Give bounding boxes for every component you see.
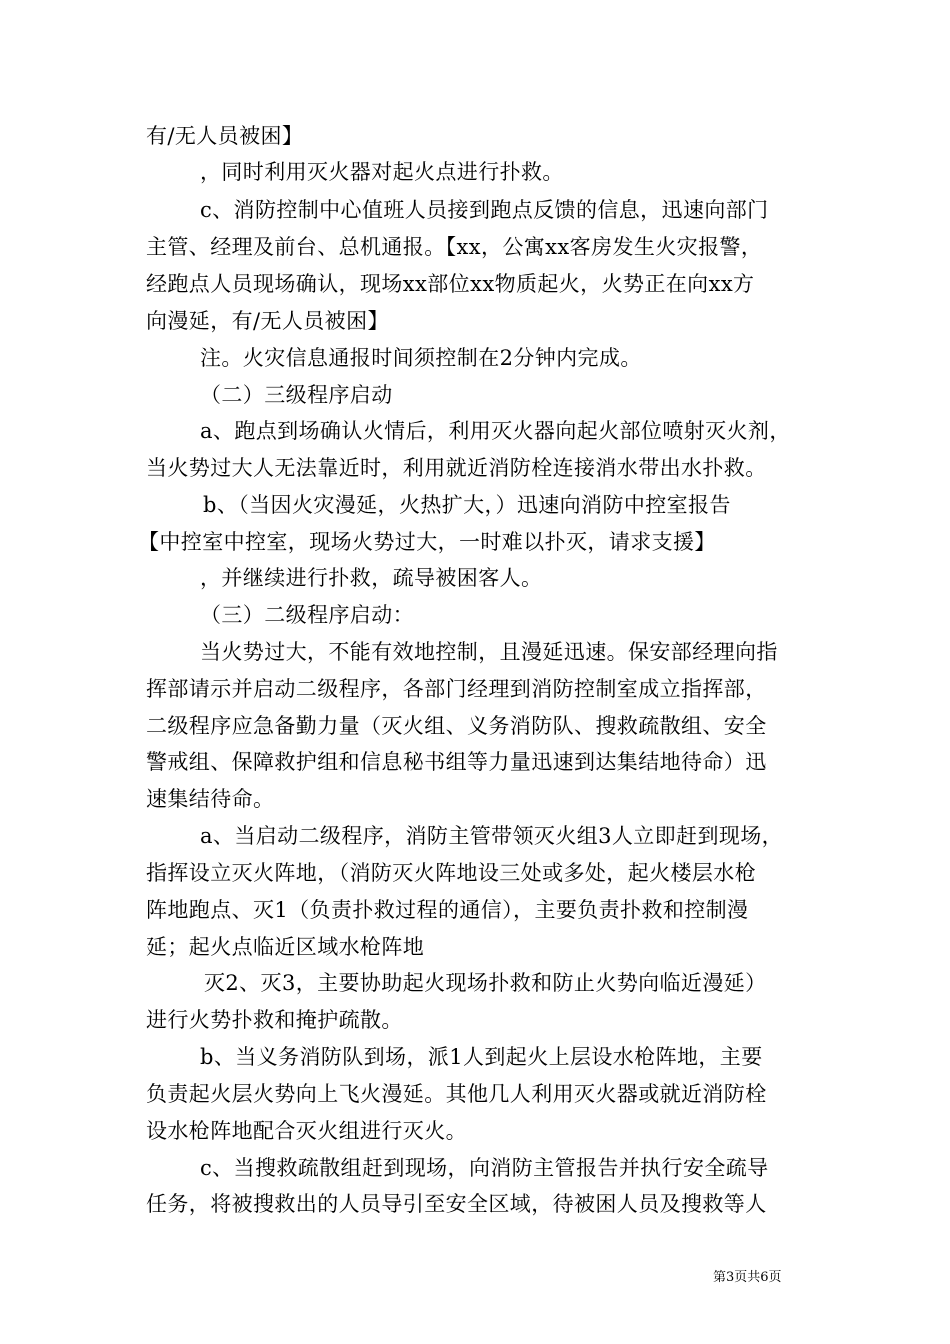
text-line: 挥部请示并启动二级程序，各部门经理到消防控制室成立指挥部， — [146, 677, 767, 701]
text-line: 二级程序应急备勤力量（灭火组、义务消防队、搜救疏散组、安全 — [146, 714, 767, 738]
text-line: 指挥设立灭火阵地，（消防灭火阵地设三处或多处，起火楼层水枪 — [146, 861, 757, 885]
text-line: 经跑点人员现场确认，现场xx部位xx物质起火，火势正在向xx方 — [146, 272, 755, 296]
text-line: 阵地跑点、灭1（负责扑救过程的通信），主要负责扑救和控制漫 — [146, 898, 749, 922]
text-line: 向漫延，有/无人员被困】 — [146, 309, 389, 333]
text-line: b、（当因火灾漫延，火热扩大，）迅速向消防中控室报告 — [203, 493, 731, 517]
text-line: b、当义务消防队到场，派1人到起火上层设水枪阵地，主要 — [200, 1045, 763, 1069]
text-line: 负责起火层火势向上飞火漫延。其他几人利用灭火器或就近消防栓 — [146, 1082, 767, 1106]
text-line: 有/无人员被困】 — [146, 124, 304, 148]
section-heading: （二）三级程序启动 — [200, 383, 393, 407]
text-line: 进行火势扑救和掩护疏散。 — [146, 1008, 403, 1032]
text-line: 设水枪阵地配合灭火组进行灭火。 — [146, 1119, 467, 1143]
text-line: 【中控室中控室，现场火势过大，一时难以扑灭，请求支援】 — [138, 530, 716, 554]
text-line: 当火势过大，不能有效地控制，且漫延迅速。保安部经理向指 — [200, 640, 778, 664]
text-line: 任务，将被搜救出的人员导引至安全区域，待被困人员及搜救等人 — [146, 1192, 767, 1216]
text-line: c、当搜救疏散组赶到现场，向消防主管报告并执行安全疏导 — [200, 1156, 769, 1180]
text-line: 灭2、灭3，主要协助起火现场扑救和防止火势向临近漫延） — [204, 971, 767, 995]
text-line: 注。火灾信息通报时间须控制在2分钟内完成。 — [200, 346, 642, 370]
text-line: a、当启动二级程序，消防主管带领灭火组3人立即赶到现场， — [200, 824, 784, 848]
text-line: 当火势过大人无法靠近时，利用就近消防栓连接消水带出水扑救。 — [146, 456, 767, 480]
text-line: ，并继续进行扑救，疏导被困客人。 — [200, 566, 543, 590]
text-line: a、跑点到场确认火情后，利用灭火器向起火部位喷射灭火剂， — [200, 419, 791, 443]
text-line: 延；起火点临近区域水枪阵地 — [146, 935, 425, 959]
page-number: 第3页共6页 — [713, 1270, 782, 1285]
text-line: ，同时利用灭火器对起火点进行扑救。 — [200, 160, 564, 184]
section-heading: （三）二级程序启动： — [200, 603, 414, 627]
text-line: c、消防控制中心值班人员接到跑点反馈的信息，迅速向部门 — [200, 198, 769, 222]
text-line: 警戒组、保障救护组和信息秘书组等力量迅速到达集结地待命）迅 — [146, 750, 767, 774]
text-line: 速集结待命。 — [146, 787, 275, 811]
text-line: 主管、经理及前台、总机通报。【xx，公寓xx客房发生火灾报警， — [146, 235, 763, 259]
